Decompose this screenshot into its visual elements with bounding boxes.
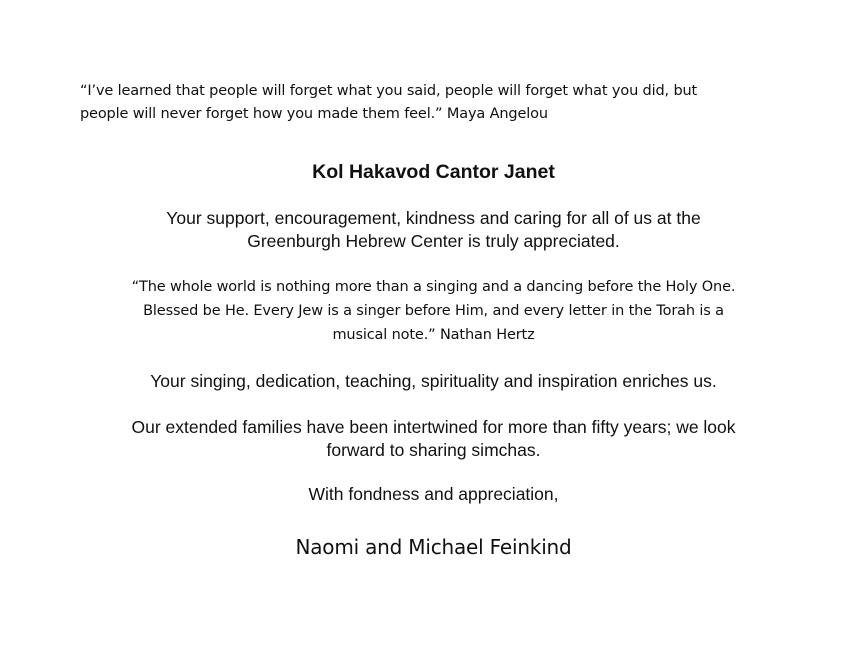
families-paragraph: Our extended families have been intertwined for more than fifty years; we look forward to sharing simchas.	[131, 417, 736, 460]
singing-paragraph: Your singing, dedication, teaching, spirituality and inspiration enriches us.	[150, 371, 717, 391]
opening-quote: “I’ve learned that people will forget what you said, people will forget what you did, but people will never forget how you made them feel.” Maya Angelou	[80, 83, 698, 122]
support-paragraph: Your support, encouragement, kindness and caring for all of us at the Greenburgh Hebrew Center is truly appreciated.	[166, 208, 701, 251]
hertz-quote: “The whole world is nothing more than a singing and a dancing before the Holy One. Blessed be He. Every Jew is a singer before Him, and every letter in the Torah is a musical note.” Nathan Hertz	[131, 279, 736, 343]
signature: Naomi and Michael Feinkind	[295, 535, 572, 559]
closing-line: With fondness and appreciation,	[308, 484, 559, 504]
letter-title: Kol Hakavod Cantor Janet	[312, 161, 555, 183]
